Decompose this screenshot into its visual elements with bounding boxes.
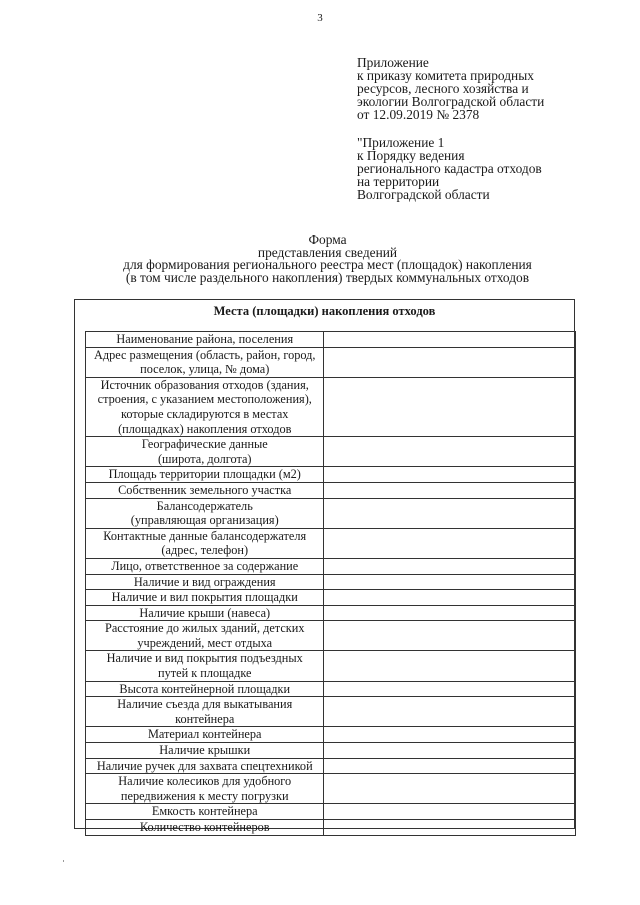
field-label — [86, 804, 324, 820]
table-row — [86, 727, 576, 743]
table-row — [86, 774, 576, 804]
field-label-line: (широта, долгота) — [157, 451, 252, 466]
field-label-line: Географические данные — [141, 437, 268, 452]
field-value-cell[interactable] — [324, 651, 576, 681]
table-row — [86, 377, 576, 436]
field-label-line: (управляющая организация) — [130, 513, 279, 528]
field-label-line: (адрес, телефон) — [161, 543, 249, 558]
field-label-line: Лицо, ответственное за содержание — [111, 558, 299, 573]
form-subtitle-line: для формирования регионального реестра мест (площадок) накопления — [123, 257, 532, 272]
form-heading — [60, 234, 595, 284]
field-label-line: (площадках) накопления отходов — [118, 421, 292, 436]
section-title: Места (площадки) накопления отходов — [213, 304, 436, 318]
stray-mark — [63, 860, 64, 862]
appendix-order-line: экологии Волгоградской области — [357, 94, 545, 109]
field-label — [86, 332, 324, 348]
fields-table — [85, 331, 576, 836]
field-label-line: Расстояние до жилых зданий, детских — [104, 621, 305, 636]
table-row — [86, 498, 576, 528]
field-value-cell[interactable] — [324, 590, 576, 606]
field-value-cell[interactable] — [324, 758, 576, 774]
appendix-procedure-line: "Приложение 1 — [357, 135, 445, 150]
field-label-line: Наличие колесиков для удобного — [118, 774, 292, 789]
form-subtitle-line: (в том числе раздельного накопления) твердых коммунальных отходов — [125, 269, 530, 285]
field-label-line: Наличие ручек для захвата спецтехникой — [96, 758, 313, 773]
field-label — [86, 681, 324, 697]
field-value-cell[interactable] — [324, 621, 576, 651]
field-value-cell[interactable] — [324, 482, 576, 498]
field-value-cell[interactable] — [324, 727, 576, 743]
appendix-procedure-block — [357, 136, 542, 201]
field-label-line: Наличие и вил покрытия площадки — [111, 590, 298, 605]
field-value-cell[interactable] — [324, 574, 576, 590]
field-label-line: Площадь территории площадки (м2) — [108, 467, 301, 482]
field-label — [86, 605, 324, 621]
field-value-cell[interactable] — [324, 377, 576, 436]
table-row — [86, 347, 576, 377]
field-label — [86, 758, 324, 774]
field-label-line: передвижения к месту погрузки — [120, 788, 289, 803]
appendix-order-line: к приказу комитета природных — [357, 68, 534, 83]
form-title: Форма — [308, 232, 347, 247]
field-value-cell[interactable] — [324, 558, 576, 574]
field-label — [86, 727, 324, 743]
table-row — [86, 558, 576, 574]
field-label — [86, 743, 324, 759]
appendix-procedure-line: регионального кадастра отходов — [357, 161, 542, 176]
table-row — [86, 621, 576, 651]
field-value-cell[interactable] — [324, 743, 576, 759]
field-value-cell[interactable] — [324, 681, 576, 697]
field-label — [86, 467, 324, 483]
table-row — [86, 605, 576, 621]
field-label — [86, 697, 324, 727]
field-value-cell[interactable] — [324, 820, 576, 836]
field-label-line: учреждений, мест отдыха — [137, 635, 273, 650]
field-label — [86, 347, 324, 377]
field-label — [86, 574, 324, 590]
field-label-line: Наличие съезда для выкатывания — [117, 697, 293, 712]
table-row — [86, 651, 576, 681]
field-label-line: строения, с указанием местоположения), — [97, 392, 312, 407]
field-label-line: Контактные данные балансодержателя — [103, 528, 307, 543]
table-row — [86, 804, 576, 820]
field-label — [86, 651, 324, 681]
table-row — [86, 590, 576, 606]
field-label — [86, 621, 324, 651]
field-label — [86, 528, 324, 558]
field-label-line: Количество контейнеров — [139, 820, 270, 834]
field-label-line: Наличие и вид ограждения — [133, 574, 276, 589]
table-row — [86, 467, 576, 483]
field-label-line: Наличие и вид покрытия подъездных — [106, 651, 303, 666]
table-row — [86, 482, 576, 498]
field-label — [86, 590, 324, 606]
field-label — [86, 482, 324, 498]
appendix-order-line: Приложение — [357, 55, 429, 70]
field-value-cell[interactable] — [324, 498, 576, 528]
field-label-line: Наличие крыши (навеса) — [139, 605, 271, 620]
field-value-cell[interactable] — [324, 467, 576, 483]
appendix-procedure-line: к Порядку ведения — [357, 148, 465, 163]
form-subtitle-line: представления сведений — [257, 244, 398, 260]
fields-table-body — [86, 332, 576, 836]
field-label-line: Материал контейнера — [147, 727, 262, 742]
field-value-cell[interactable] — [324, 774, 576, 804]
field-label-line: поселок, улица, № дома) — [140, 362, 270, 377]
field-value-cell[interactable] — [324, 437, 576, 467]
field-label-line: Собственник земельного участка — [118, 482, 292, 497]
table-row — [86, 743, 576, 759]
table-row — [86, 437, 576, 467]
table-row — [86, 697, 576, 727]
field-label-line: Наличие крышки — [159, 743, 251, 758]
field-value-cell[interactable] — [324, 804, 576, 820]
field-value-cell[interactable] — [324, 697, 576, 727]
field-label — [86, 437, 324, 467]
field-value-cell[interactable] — [324, 605, 576, 621]
field-value-cell[interactable] — [324, 347, 576, 377]
field-label — [86, 820, 324, 836]
appendix-order-line: ресурсов, лесного хозяйства и — [357, 81, 529, 96]
appendix-procedure-line: на территории — [357, 174, 440, 189]
page-number: 3 — [317, 12, 323, 24]
field-label — [86, 377, 324, 436]
field-label-line: Адрес размещения (область, район, город, — [93, 347, 316, 362]
field-label-line: Емкость контейнера — [151, 804, 258, 819]
table-row — [86, 681, 576, 697]
field-label-line: которые складируются в местах — [121, 406, 289, 421]
appendix-order-block — [357, 56, 544, 121]
field-label-line: контейнера — [175, 711, 235, 726]
field-value-cell[interactable] — [324, 528, 576, 558]
table-row — [86, 332, 576, 348]
field-label-line: Высота контейнерной площадки — [119, 681, 291, 696]
field-label-line: путей к площадке — [158, 666, 252, 681]
field-label — [86, 498, 324, 528]
field-label-line: Балансодержатель — [156, 498, 253, 513]
table-row — [86, 820, 576, 836]
table-row — [86, 758, 576, 774]
field-label-line: Наименование района, поселения — [116, 332, 294, 346]
field-label — [86, 774, 324, 804]
field-label-line: Источник образования отходов (здания, — [100, 377, 309, 392]
table-row — [86, 528, 576, 558]
appendix-order-date-line: от 12.09.2019 № 2378 — [357, 107, 480, 122]
table-row — [86, 574, 576, 590]
field-value-cell[interactable] — [324, 332, 576, 348]
field-label — [86, 558, 324, 574]
appendix-procedure-line: Волгоградской области — [357, 187, 490, 202]
